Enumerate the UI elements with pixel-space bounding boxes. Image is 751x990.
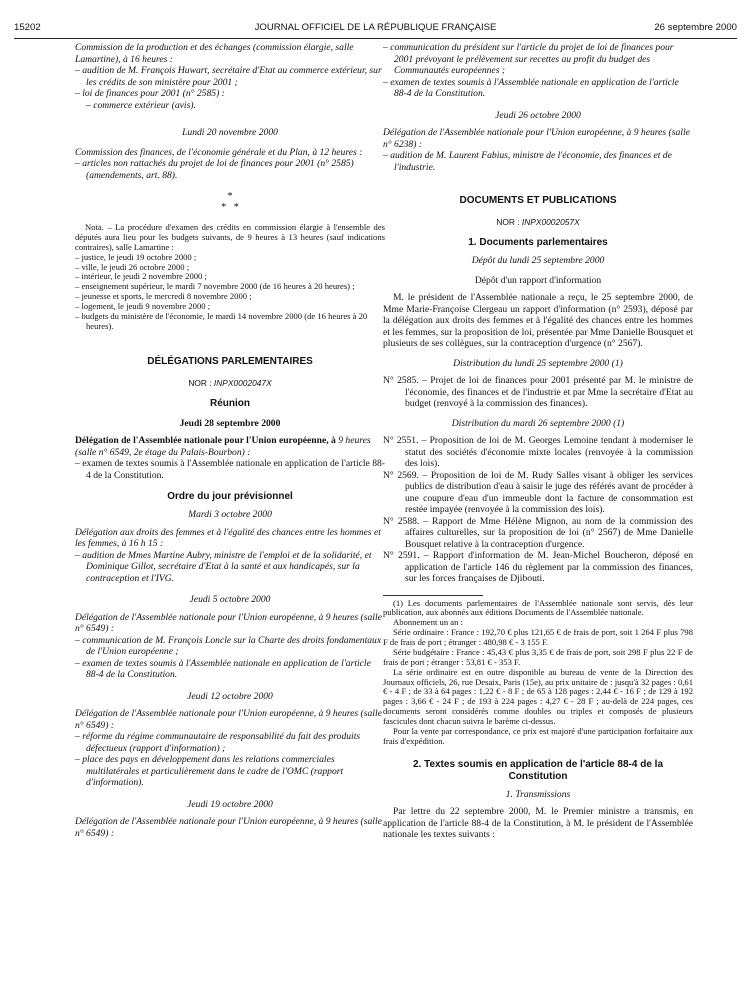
asterism-bottom: * * — [221, 202, 239, 213]
list-item: – place des pays en développement dans les relations commerciales multilatérales et particulièrement dans le cadre de l'OMC (rapport d'information). — [75, 754, 344, 789]
list-item: N° 2588. – Rapport de Mme Hélène Mignon, au nom de la commission des affaires culturelles, sur la proposition de loi (n° 2567) de Mme Danielle Bousquet relative à la contraception d'urgence. — [383, 515, 693, 550]
footnote: Abonnement un an : — [393, 617, 463, 628]
page-header — [14, 22, 737, 36]
footnote: Pour la vente par correspondance, ce prix est majoré d'une participation forfaitaire aux frais d'expédition. — [383, 725, 693, 746]
date-heading: Jeudi 28 septembre 2000 — [179, 417, 281, 429]
subsection-title: 1. Documents parlementaires — [468, 237, 608, 249]
issue-date: 26 septembre 2000 — [654, 22, 737, 33]
meeting-heading — [75, 435, 385, 458]
subsection-title: Ordre du jour prévisionnel — [167, 491, 293, 503]
date-heading: Jeudi 26 octobre 2000 — [495, 109, 581, 121]
list-item: – communication du président sur l'article du projet de loi de finances pour 2001 prévoyant le prélèvement sur recettes au profit du budget des Communautés européennes ; — [383, 42, 674, 76]
commission-heading: Commission des finances, de l'économie générale et du Plan, à 12 heures : — [75, 146, 363, 158]
list-item: – budgets du ministère de l'économie, le mardi 14 novembre 2000 (de 16 heures à 20 heures). — [75, 310, 368, 331]
asterism-top: * — [227, 191, 233, 202]
list-item: – audition de M. François Huwart, secrétaire d'Etat au commerce extérieur, sur les crédits de son ministère pour 2001 ; — [75, 65, 382, 88]
header-rule — [14, 38, 737, 39]
list-item: – jeunesse et sports, le mercredi 8 novembre 2000 ; — [75, 291, 252, 302]
footnote: La série ordinaire est en outre disponible au bureau de vente de la Direction des Journaux officiels, 26, rue Desaix, Paris (15e), au prix unitaire de : jusqu'à 32 pages : 0,61 € - 4 F ; de 33 à 64 pages : 1,22 € - 8 F ; de 65 à 128 pages : 2,44 € - 16 F ; de 129 à 192 pages : 3,66 € - 24 F ; de 193 à 224 pages : 4,27 € - 28 F ; au-delà de 224 pages, ces documents seront considérés comme doubles ou triples et composés de plusieurs fascicules dont chacun suivra le barème ci-dessus. — [383, 666, 693, 727]
section-title: DÉLÉGATIONS PARLEMENTAIRES — [147, 355, 313, 367]
list-item: N° 2569. – Proposition de loi de M. Rudy Salles visant à obliger les services publics de distribution d'eau à saisir le juge des référés avant de procéder à une coupure d'eau d'un immeuble dont la facture de consommation est restée impayée (renvoyée à la commission des lois). — [383, 469, 693, 516]
date-heading: Distribution du mardi 26 septembre 2000 (1) — [451, 417, 625, 429]
list-item: – justice, le jeudi 19 octobre 2000 ; — [75, 251, 197, 262]
list-item: – articles non rattachés du projet de loi de finances pour 2001 (n° 2585) (amendements, art. 88). — [75, 158, 354, 181]
footnote: Série budgétaire : France : 45,43 € plus 3,35 € de frais de port, soit 298 F plus 22 F de frais de port ; étranger : 53,81 € - 353 F. — [383, 646, 693, 667]
list-item: – loi de finances pour 2001 (n° 2585) : — [75, 88, 225, 99]
list-item: – logement, le jeudi 9 novembre 2000 ; — [75, 301, 211, 311]
footnote-block — [383, 595, 693, 747]
list-item: – enseignement supérieur, le mardi 7 novembre 2000 (de 16 heures à 20 heures) ; — [75, 281, 355, 292]
nor-value: INPX0002057X — [521, 217, 580, 227]
commission-heading: Commission de la production et des échanges (commission élargie, salle Lamartine), à 16 heures : — [75, 42, 354, 65]
nor-label: NOR : — [188, 377, 214, 388]
date-heading: Distribution du lundi 25 septembre 2000 (1) — [453, 357, 623, 369]
date-heading: Lundi 20 novembre 2000 — [182, 127, 278, 138]
footnote: (1) Les documents parlementaires de l'Assemblée nationale sont servis, dès leur publication, aux abonnés aux éditions Documents de l'Assemblée nationale. — [383, 597, 693, 618]
list-item: N° 2585. – Projet de loi de finances pour 2001 présenté par M. le ministre de l'économie, des finances et de l'industrie et par Mme la secrétaire d'Etat au budget (renvoyé à la commission des finances). — [383, 375, 693, 410]
meeting-lead: Délégation de l'Assemblée nationale pour l'Union européenne, à — [75, 435, 336, 447]
subsection-title: Réunion — [210, 397, 250, 409]
list-item: N° 2551. – Proposition de loi de M. Georges Lemoine tendant à moderniser le statut des sociétés d'économie mixte locales (renvoyée à la commission des lois). — [383, 435, 693, 470]
footnote: Série ordinaire : France : 192,70 € plus 121,65 € de frais de port, soit 1 264 F plus 798 F de frais de port ; étranger : 480,98 € - 3 155 F. — [383, 627, 693, 648]
nota-block — [75, 223, 385, 332]
meeting-heading: Délégation de l'Assemblée nationale pour l'Union européenne, à 9 heures (salle n° 6549) : — [75, 708, 382, 731]
list-item: – ville, le jeudi 26 octobre 2000 ; — [75, 261, 190, 272]
nor-label: NOR : — [496, 217, 522, 227]
list-item: – examen de textes soumis à l'Assemblée nationale en application de l'article 88-4 de la Constitution. — [75, 657, 371, 681]
journal-title: JOURNAL OFFICIEL DE LA RÉPUBLIQUE FRANÇAISE — [254, 22, 497, 33]
section-title: DOCUMENTS ET PUBLICATIONS — [459, 195, 617, 206]
nota-text: Nota. – La procédure d'examen des crédits en commission élargie à l'ensemble des députés aura lieu pour les budgets suivants, de 9 heures à 13 heures (sauf indications contraires), salle Lamartine : — [75, 222, 385, 252]
paragraph: M. le président de l'Assemblée nationale a reçu, le 25 septembre 2000, de Mme Marie-Françoise Clergeau un rapport d'information (n° 2593), déposé par la délégation aux droits des femmes et à l'égalité des chances entre les hommes et les femmes, sur la proposition de loi, présentée par Mme Danielle Bousquet et plusieurs de ses collègues, sur la contraception d'urgence (n° 2567). — [383, 292, 693, 350]
list-item: – communication de M. François Loncle sur la Charte des droits fondamentaux de l'Union européenne ; — [75, 634, 382, 658]
date-heading: 1. Transmissions — [505, 788, 571, 800]
meeting-heading: Délégation de l'Assemblée nationale pour l'Union européenne, à 9 heures (salle n° 6238) : — [383, 127, 690, 150]
paragraph: Par lettre du 22 septembre 2000, M. le Premier ministre a transmis, en application de l'article 88-4 de la Constitution, à M. le président de l'Assemblée nationale les textes suivants : — [383, 806, 693, 841]
asterism — [75, 191, 385, 213]
page-number: 15202 — [14, 22, 41, 33]
list-item: – examen de textes soumis à l'Assemblée nationale en application de l'article 88-4 de la Constitution. — [75, 458, 385, 481]
list-item: – commerce extérieur (avis). — [86, 99, 196, 111]
date-heading: Mardi 3 octobre 2000 — [188, 509, 272, 521]
meeting-heading: Délégation aux droits des femmes et à l'égalité des chances entre les hommes et les femmes, à 16 h 15 : — [75, 526, 381, 550]
list-item: N° 2591. – Rapport d'information de M. Jean-Michel Boucheron, déposé en application de l'article 146 du règlement par la commission des finances, sur les forces françaises de Djibouti. — [383, 550, 693, 585]
list-item: – intérieur, le jeudi 2 novembre 2000 ; — [75, 271, 207, 282]
list-item: – examen de textes soumis à l'Assemblée nationale en application de l'article 88-4 de la Constitution. — [383, 76, 679, 99]
subsection-title: 2. Textes soumis en application de l'article 88-4 de la Constitution — [412, 758, 664, 782]
footnote-rule — [383, 595, 483, 596]
date-heading: Jeudi 5 octobre 2000 — [189, 594, 271, 606]
nor-value: INPX0002047X — [213, 377, 272, 388]
meeting-heading: Délégation de l'Assemblée nationale pour l'Union européenne, à 9 heures (salle n° 6549) : — [75, 611, 382, 635]
left-column — [75, 42, 385, 839]
list-item: – réforme du régime communautaire de responsabilité du fait des produits défectueux (rapport d'information) ; — [75, 731, 361, 754]
nor-reference — [383, 217, 693, 227]
meeting-rest: 9 heures (salle n° 6549, 2e étage du Palais-Bourbon) : — [75, 435, 371, 458]
right-column — [383, 42, 693, 841]
meeting-heading: Délégation de l'Assemblée nationale pour l'Union européenne, à 9 heures (salle n° 6549) : — [75, 816, 382, 839]
list-item: – audition de Mmes Martine Aubry, ministre de l'emploi et de la solidarité, et Dominique Gillot, secrétaire d'Etat à la santé et aux handicapés, sur la contraception et l'IVG. — [75, 549, 372, 584]
subheading: Dépôt d'un rapport d'information — [474, 274, 602, 286]
list-item: – audition de M. Laurent Fabius, ministre de l'économie, des finances et de l'industrie. — [383, 150, 672, 173]
nor-reference — [75, 378, 385, 388]
date-heading: Jeudi 12 octobre 2000 — [187, 690, 273, 702]
date-heading: Dépôt du lundi 25 septembre 2000 — [471, 255, 605, 267]
date-heading: Jeudi 19 octobre 2000 — [187, 798, 273, 810]
